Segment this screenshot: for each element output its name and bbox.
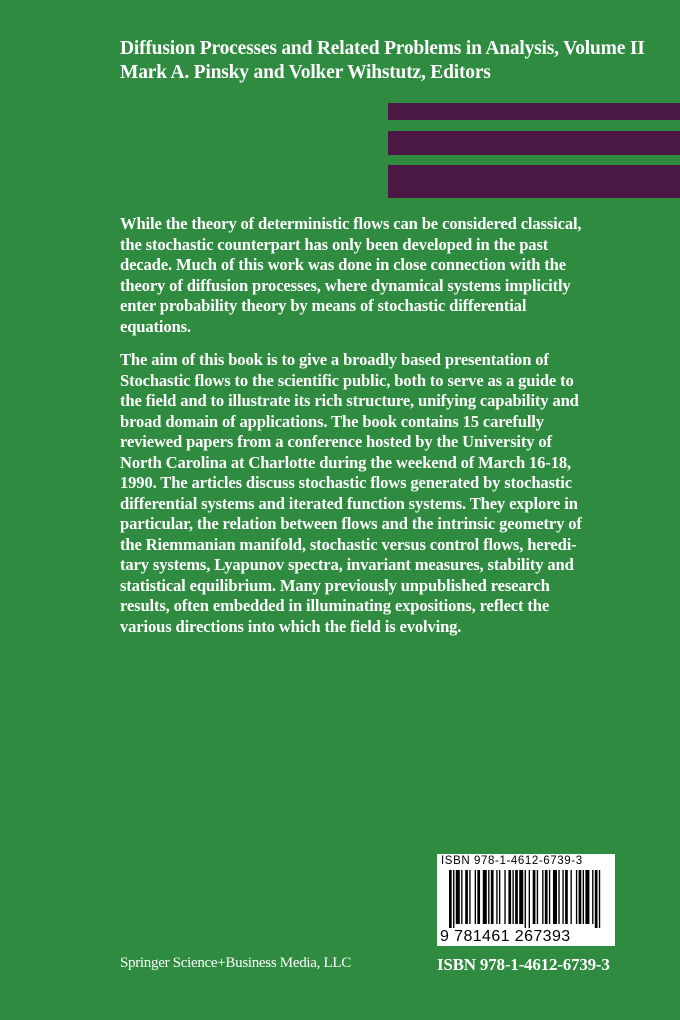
- barcode-bar: [592, 870, 593, 924]
- barcode-bar: [483, 870, 487, 924]
- barcode-bar: [461, 870, 462, 924]
- barcode-bar: [488, 870, 489, 924]
- barcode-bar: [599, 870, 600, 928]
- barcode-bar: [595, 870, 598, 928]
- isbn-barcode: [437, 854, 615, 946]
- barcode-bar: [562, 870, 563, 924]
- barcode-bar: [549, 870, 550, 924]
- barcode-bar: [449, 870, 452, 928]
- barcode-bar: [533, 870, 536, 924]
- barcode-bar: [453, 870, 454, 928]
- barcode-bar: [465, 870, 468, 924]
- barcode-bar: [579, 870, 582, 924]
- barcode-bar: [571, 870, 572, 924]
- book-editors: Mark A. Pinsky and Volker Wihstutz, Editors: [120, 62, 491, 83]
- isbn-text: ISBN 978-1-4612-6739-3: [437, 955, 610, 974]
- barcode-bar: [491, 870, 494, 924]
- barcode-bar: [519, 870, 523, 924]
- barcode-bar: [553, 870, 557, 924]
- barcode-bar: [499, 870, 500, 924]
- barcode-bar: [537, 870, 538, 924]
- barcode-bar: [529, 870, 530, 928]
- book-header: [120, 37, 660, 85]
- decorative-stripe-3: [388, 165, 680, 198]
- barcode-bar: [508, 870, 511, 924]
- barcode-bar: [542, 870, 543, 924]
- publisher-name: Springer Science+Business Media, LLC: [120, 955, 351, 971]
- back-cover-description: [120, 214, 610, 650]
- barcode-bar: [477, 870, 480, 924]
- barcode-bar: [475, 870, 476, 924]
- barcode-bar: [585, 870, 589, 924]
- barcode-bar: [496, 870, 497, 924]
- decorative-stripe-2: [388, 131, 680, 155]
- barcode-bar: [583, 870, 584, 924]
- barcode-bar: [576, 870, 577, 924]
- barcode-digits: 9 781461 267393: [440, 928, 571, 945]
- barcode-bar: [469, 870, 470, 924]
- barcode-bar: [525, 870, 526, 928]
- barcode-isbn-label: ISBN 978-1-4612-6739-3: [441, 855, 583, 867]
- barcode-bar: [545, 870, 548, 924]
- barcode-bar: [512, 870, 513, 924]
- barcode-bar: [558, 870, 559, 924]
- barcode-bar: [504, 870, 505, 924]
- barcode-bars: [441, 870, 611, 928]
- description-paragraph-2: The aim of this book is to give a broadly based presentation of Stochastic flows to the scientific public, both to serve as a guide to the field and to illustrate its rich structure, unifying capability and broad domain of applications. The book contains 15 carefully reviewed papers from a conference hosted by the University of North Carolina at Charlotte during the weekend of March 16-18, 1990. The articles discuss stochastic flows generated by stochastic differential systems and iterated function systems. They explore in particular, the relation between flows and the intrinsic geometry of the Riemmanian manifold, stochastic versus control flows, heredi- tary systems, Lyapunov spectra, invariant measures, stability and statistical equilibrium. Many previously unpublished research results, often embedded in illuminating expositions, reflect the various directions into which the field is evolving.: [120, 350, 582, 636]
- decorative-stripe-1: [388, 103, 680, 120]
- description-paragraph-1: While the theory of deterministic flows can be considered classical, the stochastic counterpart has only been developed in the past decade. Much of this work was done in close connection with the theory of diffusion processes, where dynamical systems implicitly enter probability theory by means of stochastic differential equations.: [120, 214, 582, 336]
- book-title: Diffusion Processes and Related Problems in Analysis, Volume II: [120, 38, 645, 59]
- barcode-bar: [456, 870, 460, 924]
- barcode-bar: [565, 870, 568, 924]
- barcode-bar: [515, 870, 518, 924]
